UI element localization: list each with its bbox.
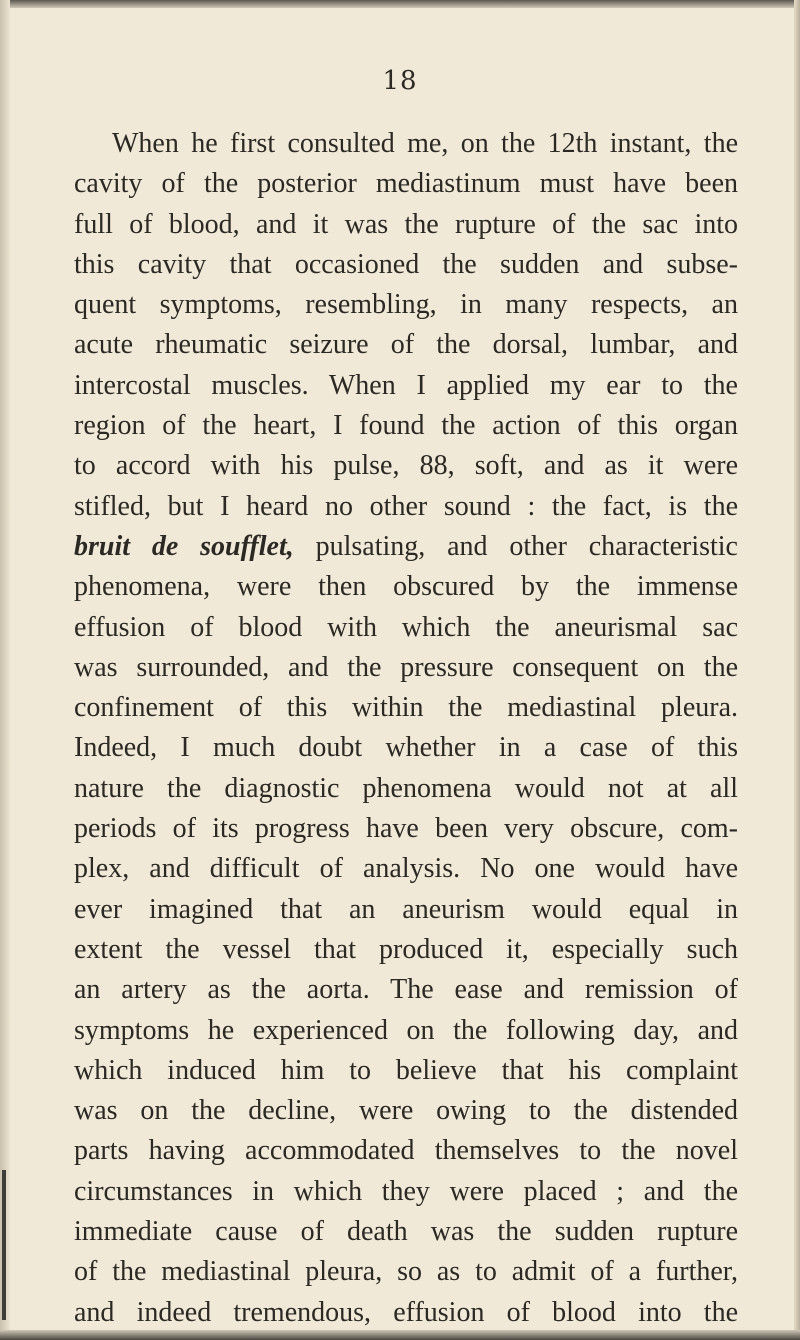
text-line: cavity of the posterior mediastinum must have been: [74, 168, 738, 200]
italic-phrase: bruit de soufflet,: [74, 530, 294, 562]
page-top-edge: [0, 0, 800, 8]
text-line: parts having accommodated themselves to the novel: [74, 1135, 738, 1167]
text-line: ever imagined that an aneurism would equal in: [74, 893, 738, 925]
text-line: an artery as the aorta. The ease and remission of: [74, 974, 738, 1006]
text-line: [74, 527, 738, 567]
text-line: confinement of this within the mediastinal pleura.: [74, 692, 738, 724]
text-line: periods of its progress have been very obscure, com-: [74, 813, 738, 845]
text-line: stifled, but I heard no other sound : the fact, is the: [74, 490, 738, 522]
text-line: phenomena, were then obscured by the immense: [74, 571, 738, 603]
page-right-edge: [794, 0, 800, 1340]
text-line: quent symptoms, resembling, in many respects, an: [74, 289, 738, 321]
text-line: symptoms he experienced on the following day, and: [74, 1014, 738, 1046]
text-line: was surrounded, and the pressure consequent on the: [74, 651, 738, 683]
page-number: 18: [382, 66, 418, 96]
text-line: region of the heart, I found the action of this organ: [74, 410, 738, 442]
text-line: acute rheumatic seizure of the dorsal, lumbar, and: [74, 329, 738, 361]
text-line: immediate cause of death was the sudden rupture: [74, 1216, 738, 1248]
text-line: extent the vessel that produced it, especially such: [74, 933, 738, 965]
text-line: Indeed, I much doubt whether in a case of this: [74, 732, 738, 764]
text-line: circumstances in which they were placed ; and the: [74, 1175, 738, 1207]
text-line: was on the decline, were owing to the distended: [74, 1095, 738, 1127]
page-left-edge: [0, 0, 10, 1340]
body-text: [74, 124, 738, 1333]
text-line: When he first consulted me, on the 12th instant, the: [112, 128, 738, 159]
text-line: this cavity that occasioned the sudden and subse-: [74, 248, 738, 280]
text-line: to accord with his pulse, 88, soft, and as it were: [74, 450, 738, 482]
text-line: and indeed tremendous, effusion of blood into the: [74, 1296, 738, 1328]
text-line: nature the diagnostic phenomena would not at all: [74, 772, 738, 804]
text-line: of the mediastinal pleura, so as to admit of a further,: [74, 1256, 738, 1288]
text-line: full of blood, and it was the rupture of the sac into: [74, 208, 738, 240]
text-line: effusion of blood with which the aneurismal sac: [74, 611, 738, 643]
text-line-rest: pulsating, and other characteristic: [293, 530, 738, 562]
text-line: plex, and difficult of analysis. No one would have: [74, 853, 738, 885]
binding-shadow: [2, 1170, 6, 1320]
text-line: which induced him to believe that his complaint: [74, 1054, 738, 1086]
text-line: intercostal muscles. When I applied my ear to the: [74, 369, 738, 401]
